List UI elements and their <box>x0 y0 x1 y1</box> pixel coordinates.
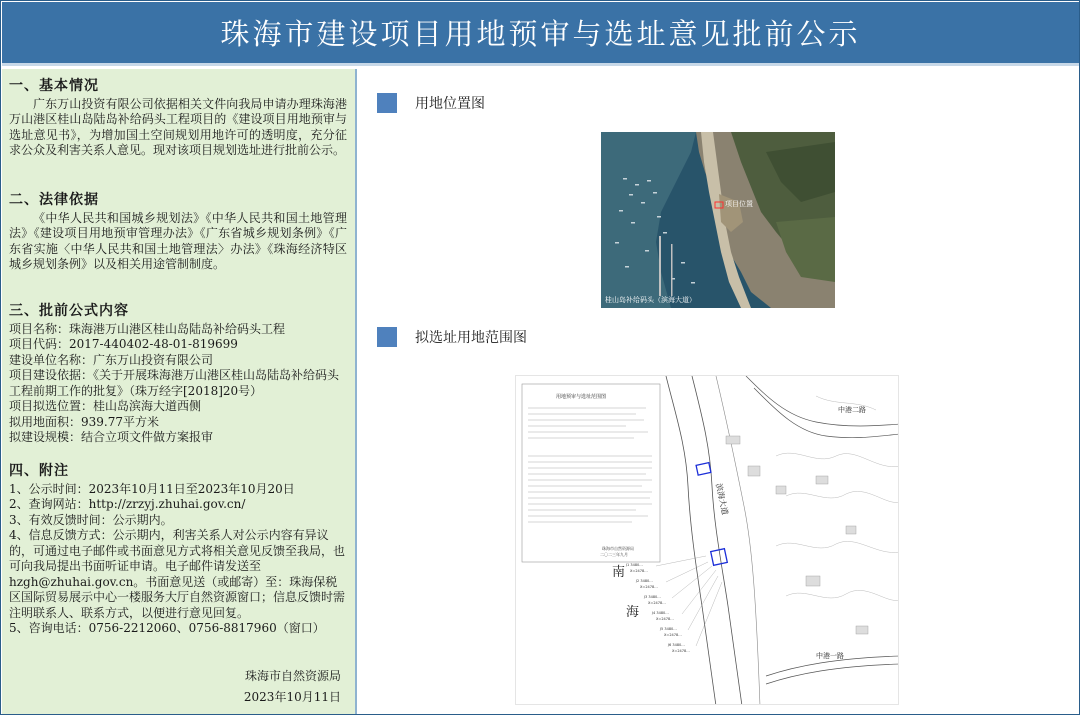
section-legal-basis <box>9 193 347 300</box>
note-line: 5、咨询电话：0756-2212060、0756-8817960（窗口） <box>9 621 325 635</box>
content-line: 项目名称：珠海港万山港区桂山岛陆岛补给码头工程 <box>9 321 286 336</box>
right-figure-panel <box>359 69 1079 714</box>
section-body: 广东万山投资有限公司依据相关文件向我局申请办理珠海港万山港区桂山岛陆岛补给码头工程项目的《建设项目用地预审与选址意见书》，为增加国土空间规划用地许可的透明度，充分征求公众及利害关系人意见。现对该项目规划选址进行批前公示。 <box>9 96 347 157</box>
plan-sea-label-1: 南 <box>612 565 626 580</box>
plan-road-label-3: 滨海大道 <box>714 482 730 516</box>
plan-date-stamp: 二〇二三年九月 <box>600 552 628 557</box>
satellite-location-photo <box>601 132 835 308</box>
svg-text:X=2478…: X=2478… <box>656 617 674 621</box>
svg-text:X=2478…: X=2478… <box>640 585 658 589</box>
svg-text:J2 3480…: J2 3480… <box>636 579 653 583</box>
content-line: 项目拟选位置：桂山岛滨海大道西侧 <box>9 399 202 413</box>
signature-date: 2023年10月11日 <box>243 690 341 704</box>
note-line: 2、查询网站：http://zrzyj.zhuhai.gov.cn/ <box>9 497 246 511</box>
section-basic-info <box>9 79 347 189</box>
site-range-plan <box>515 375 899 705</box>
section-heading: 四、附注 <box>9 463 69 479</box>
content-line: 拟建设规模：结合立项文件做方案报审 <box>9 430 214 444</box>
photo-location-label: 项目位置 <box>725 200 753 208</box>
plan-drawing <box>516 376 899 705</box>
signature-block <box>244 666 341 708</box>
svg-text:J4 3480…: J4 3480… <box>652 611 669 615</box>
svg-text:J3 3480…: J3 3480… <box>644 595 661 599</box>
signature-org: 珠海市自然资源局 <box>244 669 341 683</box>
location-map-title: 用地位置图 <box>377 93 485 113</box>
section-heading: 二、法律依据 <box>9 192 99 208</box>
plan-sea-label-2: 海 <box>626 605 640 620</box>
svg-text:X=2478…: X=2478… <box>664 633 682 637</box>
square-bullet-icon <box>377 327 397 347</box>
section-body: 《中华人民共和国城乡规划法》《中华人民共和国土地管理法》《建设项目用地预审管理办法》《广东省城乡规划条例》《广东省实施〈中华人民共和国土地管理法〉办法》《珠海经济特区城乡规划条例》以及相关用途管制制度。 <box>9 210 347 271</box>
header-banner <box>2 2 1079 66</box>
section-heading: 三、批前公式内容 <box>9 303 129 319</box>
content-line: 拟用地面积：939.77平方米 <box>9 414 159 429</box>
content-line: 项目建设依据：《关于开展珠海港万山港区桂山岛陆岛补给码头工程前期工作的批复》（珠万经字[2018]20号） <box>9 368 340 398</box>
svg-text:X=2478…: X=2478… <box>672 649 690 653</box>
note-line: 4、信息反馈方式：公示期内，利害关系人对公示内容有异议的，可通过电子邮件或书面意见方式将相关意见反馈至我局，也可向我局提出书面听证申请。电子邮件请发送至hzgh@zhuhai.gov.cn。书面意见送（或邮寄）至：珠海保税区国际贸易展示中心一楼服务大厅自然资源窗口；信息反馈时需注明联系人、联系方式，以便进行意见回复。 <box>9 528 346 620</box>
content-line: 项目代码：2017-440402-48-01-819699 <box>9 337 238 351</box>
svg-text:X=2478…: X=2478… <box>630 569 648 573</box>
photo-caption: 桂山岛补给码头（滨海大道） <box>605 296 696 304</box>
page-title: 珠海市建设项目用地预审与选址意见批前公示 <box>220 17 861 51</box>
section-content <box>9 304 347 460</box>
section-notes <box>9 464 347 637</box>
plan-road-label-1: 中港二路 <box>838 406 866 414</box>
note-line: 1、公示时间：2023年10月11日至2023年10月20日 <box>9 481 295 496</box>
svg-text:J6 3480…: J6 3480… <box>668 643 685 647</box>
content-line: 建设单位名称：广东万山投资有限公司 <box>9 352 214 367</box>
svg-text:J5 3480…: J5 3480… <box>660 627 677 631</box>
plan-org-stamp: 珠海市自然资源局 <box>602 546 634 551</box>
note-line: 3、有效反馈时间：公示期内。 <box>9 512 173 527</box>
left-text-panel <box>2 69 357 714</box>
satellite-image <box>601 132 835 308</box>
plan-road-label-2: 中港一路 <box>816 652 844 660</box>
range-map-title: 拟选址用地范围图 <box>377 327 527 347</box>
svg-text:X=2478…: X=2478… <box>648 601 666 605</box>
plan-doc-title: 用地预审与选址范围图 <box>556 394 607 400</box>
section-heading: 一、基本情况 <box>9 78 99 94</box>
square-bullet-icon <box>377 93 397 113</box>
svg-text:J1 3480…: J1 3480… <box>626 563 643 567</box>
